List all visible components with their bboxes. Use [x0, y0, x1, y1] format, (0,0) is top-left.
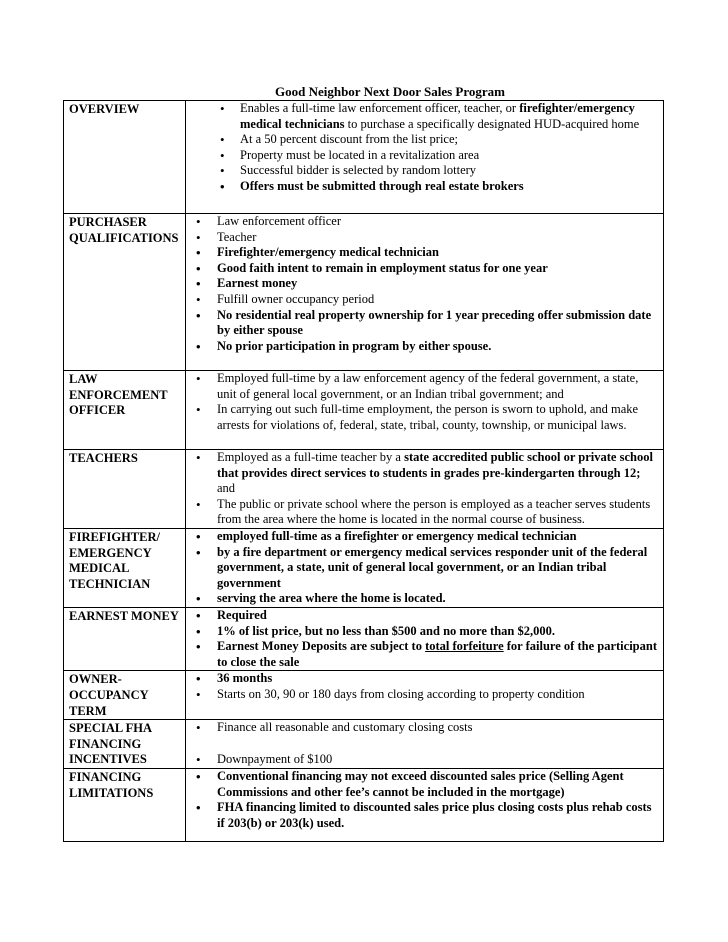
bullet-list	[186, 371, 659, 433]
list-item: • 36 months	[186, 671, 659, 687]
list-item: • serving the area where the home is located.	[186, 591, 659, 607]
list-item: • Finance all reasonable and customary closing costs	[186, 720, 659, 736]
list-item: • Conventional financing may not exceed discounted sales price (Selling Agent Commissions and other fee’s cannot be included in the mortgage)	[186, 769, 659, 800]
row-label: LAW ENFORCEMENT OFFICER	[64, 371, 186, 450]
bullet-list	[186, 101, 659, 195]
bullet-list	[186, 529, 659, 607]
bullet-list	[186, 769, 659, 831]
list-item: • Enables a full-time law enforcement officer, teacher, or firefighter/emergency medical technicians to purchase a specifically designated HUD-acquired home	[186, 101, 659, 132]
list-item: • 1% of list price, but no less than $500 and no more than $2,000.	[186, 624, 659, 640]
list-item: • Teacher	[186, 230, 659, 246]
list-item: • Law enforcement officer	[186, 214, 659, 230]
row-content	[186, 450, 664, 529]
list-item: • Offers must be submitted through real estate brokers	[186, 179, 659, 195]
list-item: • FHA financing limited to discounted sales price plus closing costs plus rehab costs if 203(b) or 203(k) used.	[186, 800, 659, 831]
list-item: • The public or private school where the person is employed as a teacher serves students from the area where the home is located in the normal course of business.	[186, 497, 659, 528]
row-content	[186, 528, 664, 607]
table-row	[64, 528, 664, 607]
list-item: • employed full-time as a firefighter or emergency medical technician	[186, 529, 659, 545]
table-row	[64, 720, 664, 769]
row-label: FINANCING LIMITATIONS	[64, 768, 186, 841]
list-item: • In carrying out such full-time employment, the person is sworn to uphold, and make arrests for violations of, federal, state, tribal, county, township, or municipal laws.	[186, 402, 659, 433]
row-content	[186, 101, 664, 214]
table-row	[64, 671, 664, 720]
list-item: • Required	[186, 608, 659, 624]
row-content	[186, 607, 664, 670]
row-content	[186, 671, 664, 720]
row-label: OVERVIEW	[64, 101, 186, 214]
list-item: • Downpayment of $100	[186, 752, 659, 768]
table-row	[64, 768, 664, 841]
row-label: TEACHERS	[64, 450, 186, 529]
list-item: • Successful bidder is selected by random lottery	[186, 163, 659, 179]
row-content	[186, 214, 664, 371]
row-label: FIREFIGHTER/ EMERGENCY MEDICAL TECHNICIAN	[64, 528, 186, 607]
list-item: • Earnest money	[186, 276, 659, 292]
list-item: • Good faith intent to remain in employment status for one year	[186, 261, 659, 277]
list-item: • Firefighter/emergency medical technician	[186, 245, 659, 261]
bullet-list	[186, 671, 659, 702]
row-content	[186, 371, 664, 450]
row-label: PURCHASER QUALIFICATIONS	[64, 214, 186, 371]
bullet-list	[186, 450, 659, 528]
table-row	[64, 607, 664, 670]
bullet-list	[186, 608, 659, 670]
table-row	[64, 450, 664, 529]
row-label: EARNEST MONEY	[64, 607, 186, 670]
list-item: • Property must be located in a revitalization area	[186, 148, 659, 164]
list-item: • Starts on 30, 90 or 180 days from closing according to property condition	[186, 687, 659, 703]
list-item: • Employed as a full-time teacher by a state accredited public school or private school that provides direct services to students in grades pre-kindergarten through 12; and	[186, 450, 659, 497]
list-item: • At a 50 percent discount from the list price;	[186, 132, 659, 148]
row-content	[186, 720, 664, 769]
row-label: SPECIAL FHA FINANCING INCENTIVES	[64, 720, 186, 769]
list-item: • Earnest Money Deposits are subject to total forfeiture for failure of the participant to close the sale	[186, 639, 659, 670]
list-item: • No residential real property ownership for 1 year preceding offer submission date by either spouse	[186, 308, 659, 339]
list-item: • by a fire department or emergency medical services responder unit of the federal government, a state, unit of general local government, or an Indian tribal government	[186, 545, 659, 592]
bullet-list	[186, 214, 659, 354]
bullet-list	[186, 720, 659, 767]
list-item: • No prior participation in program by either spouse.	[186, 339, 659, 355]
program-table	[63, 100, 664, 842]
table-row	[64, 101, 664, 214]
table-row	[64, 214, 664, 371]
list-item: • Fulfill owner occupancy period	[186, 292, 659, 308]
list-item: • Employed full-time by a law enforcement agency of the federal government, a state, unit of general local government, or an Indian tribal government; and	[186, 371, 659, 402]
row-label: OWNER-OCCUPANCY TERM	[64, 671, 186, 720]
page-title: Good Neighbor Next Door Sales Program	[274, 84, 505, 99]
row-content	[186, 768, 664, 841]
table-row	[64, 371, 664, 450]
